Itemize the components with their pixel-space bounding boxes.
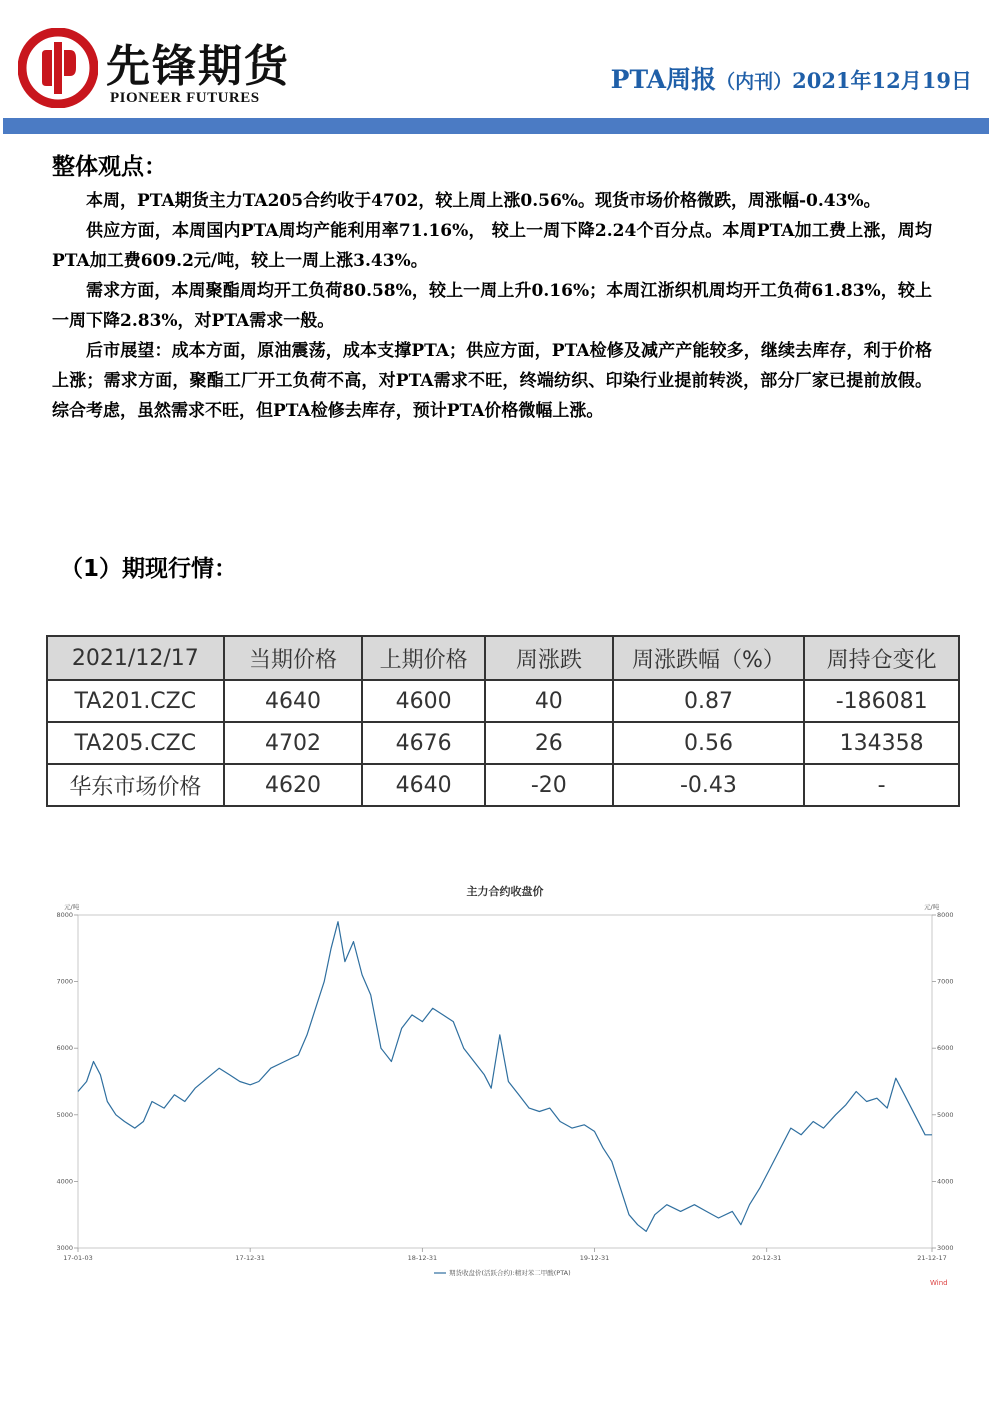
y-tick-label-right: 3000: [937, 1244, 954, 1252]
overview-heading: 整体观点：: [52, 154, 167, 180]
table-row: [47, 764, 959, 806]
closing-price-chart: [52, 880, 960, 1290]
overview-paragraph: 本周，PTA期货主力TA205合约收于4702，较上周上涨0.56%。现货市场价格微跌，周涨幅-0.43%。: [86, 191, 881, 211]
x-tick-label: 18-12-31: [407, 1254, 438, 1262]
header-divider: [3, 118, 989, 134]
table-cell: 4676: [362, 722, 485, 764]
report-title-main: PTA周报: [610, 65, 717, 94]
chart-title: 主力合约收盘价: [466, 885, 544, 898]
table-cell: 134358: [804, 722, 959, 764]
y-tick-label-right: 6000: [937, 1044, 954, 1053]
legend-entry: 期货收盘价(活跃合约):精对苯二甲酸(PTA): [449, 1269, 571, 1277]
company-logo: [18, 28, 308, 114]
y-tick-label-right: 4000: [937, 1177, 954, 1186]
table-cell: 0.87: [613, 680, 805, 722]
overview-paragraph: 需求方面，本周聚酯周均开工负荷80.58%，较上一周上升0.16%；本周江浙织机周均开工负荷61.83%，较上一周下降2.83%，对PTA需求一般。: [52, 281, 932, 331]
right-axis-unit: 元/吨: [924, 903, 940, 911]
logo-english-name: PIONEER FUTURES: [110, 90, 260, 106]
table-header-cell: 上期价格: [362, 636, 485, 680]
series-line: [78, 922, 932, 1232]
quote-table: [46, 635, 960, 807]
table-cell: 4620: [224, 764, 363, 806]
x-tick-label: 21-12-17: [917, 1254, 947, 1262]
overview-body: [52, 186, 932, 426]
plot-frame: [78, 915, 932, 1248]
table-cell: TA201.CZC: [47, 680, 224, 722]
report-date: 2021年12月19日: [792, 68, 972, 93]
table-header-cell: 周涨跌: [485, 636, 613, 680]
logo-chinese-name: 先锋期货: [106, 41, 290, 92]
chart-plot-area: [78, 922, 932, 1232]
y-tick-label: 5000: [56, 1110, 73, 1119]
table-cell: 26: [485, 722, 613, 764]
table-cell: 4702: [224, 722, 363, 764]
table-cell: 华东市场价格: [47, 764, 224, 806]
y-tick-label-right: 5000: [937, 1110, 954, 1119]
y-tick-label-right: 7000: [937, 977, 954, 986]
table-row: [47, 722, 959, 764]
x-tick-label: 19-12-31: [579, 1254, 610, 1262]
table-cell: -186081: [804, 680, 959, 722]
chart-source: Wind: [930, 1279, 948, 1287]
y-tick-label-right: 8000: [937, 911, 954, 919]
table-cell: 40: [485, 680, 613, 722]
table-cell: -: [804, 764, 959, 806]
table-cell: -0.43: [613, 764, 805, 806]
left-axis-unit: 元/吨: [64, 903, 80, 911]
overview-paragraph: 供应方面，本周国内PTA周均产能利用率71.16%， 较上一周下降2.24个百分点。本周PTA加工费上涨，周均PTA加工费609.2元/吨，较上一周上涨3.43%。: [52, 221, 932, 271]
table-row: [47, 680, 959, 722]
table-cell: 4600: [362, 680, 485, 722]
market-heading: （1）期现行情：: [60, 556, 238, 582]
x-tick-label: 20-12-31: [751, 1254, 782, 1262]
table-header-cell: 周持仓变化: [804, 636, 959, 680]
y-tick-label: 4000: [56, 1177, 73, 1186]
pioneer-logo-icon: [18, 28, 98, 108]
table-cell: 4640: [362, 764, 485, 806]
table-header-cell: 周涨跌幅（%）: [613, 636, 805, 680]
chart-axes: [56, 911, 953, 1262]
table-cell: -20: [485, 764, 613, 806]
table-header-cell: 当期价格: [224, 636, 363, 680]
y-tick-label: 3000: [56, 1244, 73, 1252]
x-tick-label: 17-12-31: [235, 1254, 265, 1262]
overview-paragraph: 后市展望：成本方面，原油震荡，成本支撑PTA；供应方面，PTA检修及减产产能较多，继续去库存，利于价格上涨；需求方面，聚酯工厂开工负荷不高，对PTA需求不旺，终端纺织、印染行业提前转淡，部分厂家已提前放假。综合考虑，虽然需求不旺，但PTA检修去库存，预计PTA价格微幅上涨。: [52, 341, 932, 421]
table-header-row: [47, 636, 959, 680]
table-cell: TA205.CZC: [47, 722, 224, 764]
table-header-cell: 2021/12/17: [47, 636, 224, 680]
report-title-sub: （内刊）: [716, 71, 793, 93]
y-tick-label: 8000: [56, 911, 73, 919]
report-title: [611, 60, 972, 96]
y-tick-label: 6000: [56, 1044, 73, 1053]
x-tick-label: 17-01-03: [63, 1254, 93, 1262]
table-cell: 0.56: [613, 722, 805, 764]
y-tick-label: 7000: [56, 977, 73, 986]
table-cell: 4640: [224, 680, 363, 722]
